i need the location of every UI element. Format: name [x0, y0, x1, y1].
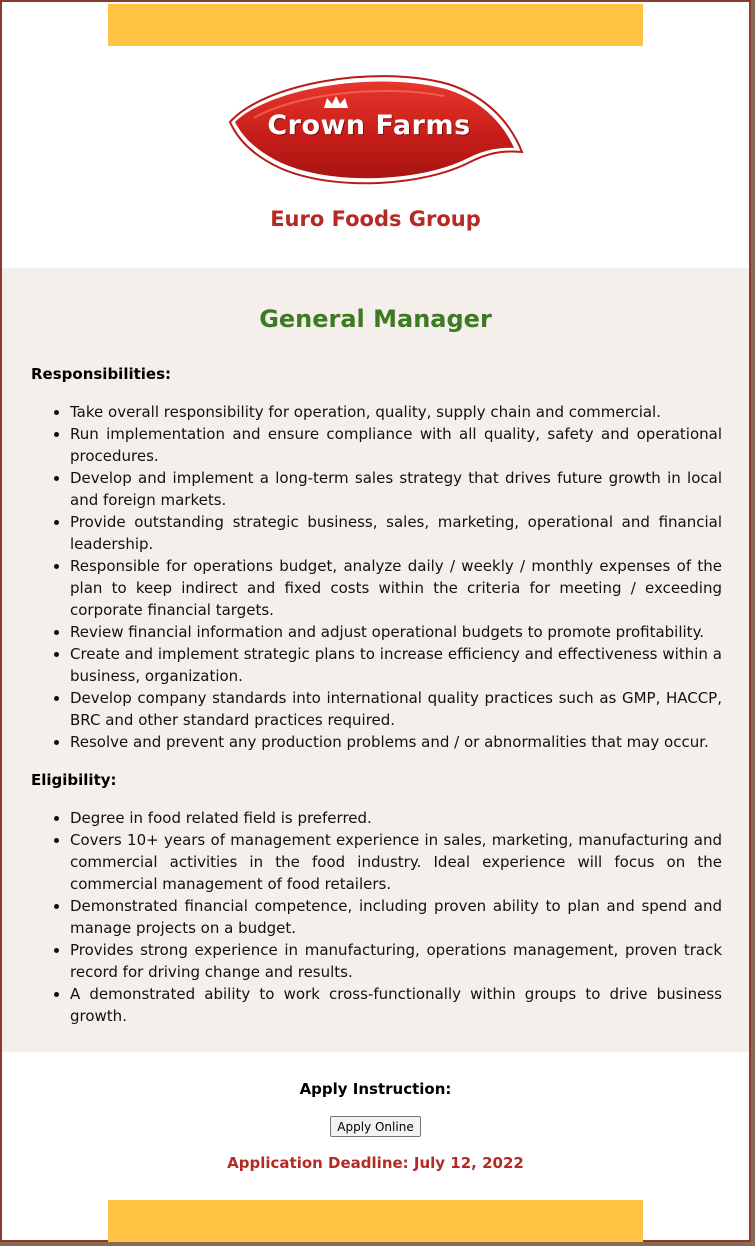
logo-text: Crown Farms	[267, 110, 471, 141]
responsibilities-heading: Responsibilities:	[31, 365, 172, 383]
application-deadline: Application Deadline: July 12, 2022	[227, 1154, 524, 1172]
job-details-section	[2, 268, 749, 1052]
apply-instruction-heading: Apply Instruction:	[299, 1080, 452, 1098]
list-item: • Degree in food related field is preferred.	[70, 807, 722, 829]
list-item: • Provides strong experience in manufacturing, operations management, proven track record for driving change and results.	[70, 939, 722, 983]
eligibility-list	[32, 807, 722, 1027]
list-item: • Covers 10+ years of management experience in sales, marketing, manufacturing and commercial activities in the food industry. Ideal experience will focus on the commercial management of food retailers.	[70, 829, 722, 895]
list-item: • Resolve and prevent any production problems and / or abnormalities that may occur.	[70, 731, 722, 753]
company-name: Euro Foods Group	[270, 207, 481, 231]
eligibility-heading: Eligibility:	[31, 771, 117, 789]
list-item: • Develop and implement a long-term sales strategy that drives future growth in local and foreign markets.	[70, 467, 722, 511]
list-item: • Run implementation and ensure compliance with all quality, safety and operational procedures.	[70, 423, 722, 467]
list-item: • A demonstrated ability to work cross-functionally within groups to drive business growth.	[70, 983, 722, 1027]
list-item: • Demonstrated financial competence, including proven ability to plan and spend and manage projects on a budget.	[70, 895, 722, 939]
job-title: General Manager	[259, 305, 492, 333]
list-item: • Responsible for operations budget, analyze daily / weekly / monthly expenses of the plan to keep indirect and fixed costs within the criteria for meeting / exceeding corporate financial targets.	[70, 555, 722, 621]
list-item: • Create and implement strategic plans to increase efficiency and effectiveness within a business, organization.	[70, 643, 722, 687]
responsibilities-list	[32, 401, 722, 753]
apply-online-button[interactable]: Apply Online	[330, 1116, 421, 1137]
list-item: • Develop company standards into international quality practices such as GMP, HACCP, BRC and other standard practices required.	[70, 687, 722, 731]
crown-farms-logo	[224, 70, 524, 188]
list-item: • Take overall responsibility for operation, quality, supply chain and commercial.	[70, 401, 722, 423]
bottom-accent-bar	[108, 1200, 643, 1242]
list-item: • Provide outstanding strategic business, sales, marketing, operational and financial leadership.	[70, 511, 722, 555]
list-item: • Review financial information and adjust operational budgets to promote profitability.	[70, 621, 722, 643]
top-accent-bar	[108, 4, 643, 46]
